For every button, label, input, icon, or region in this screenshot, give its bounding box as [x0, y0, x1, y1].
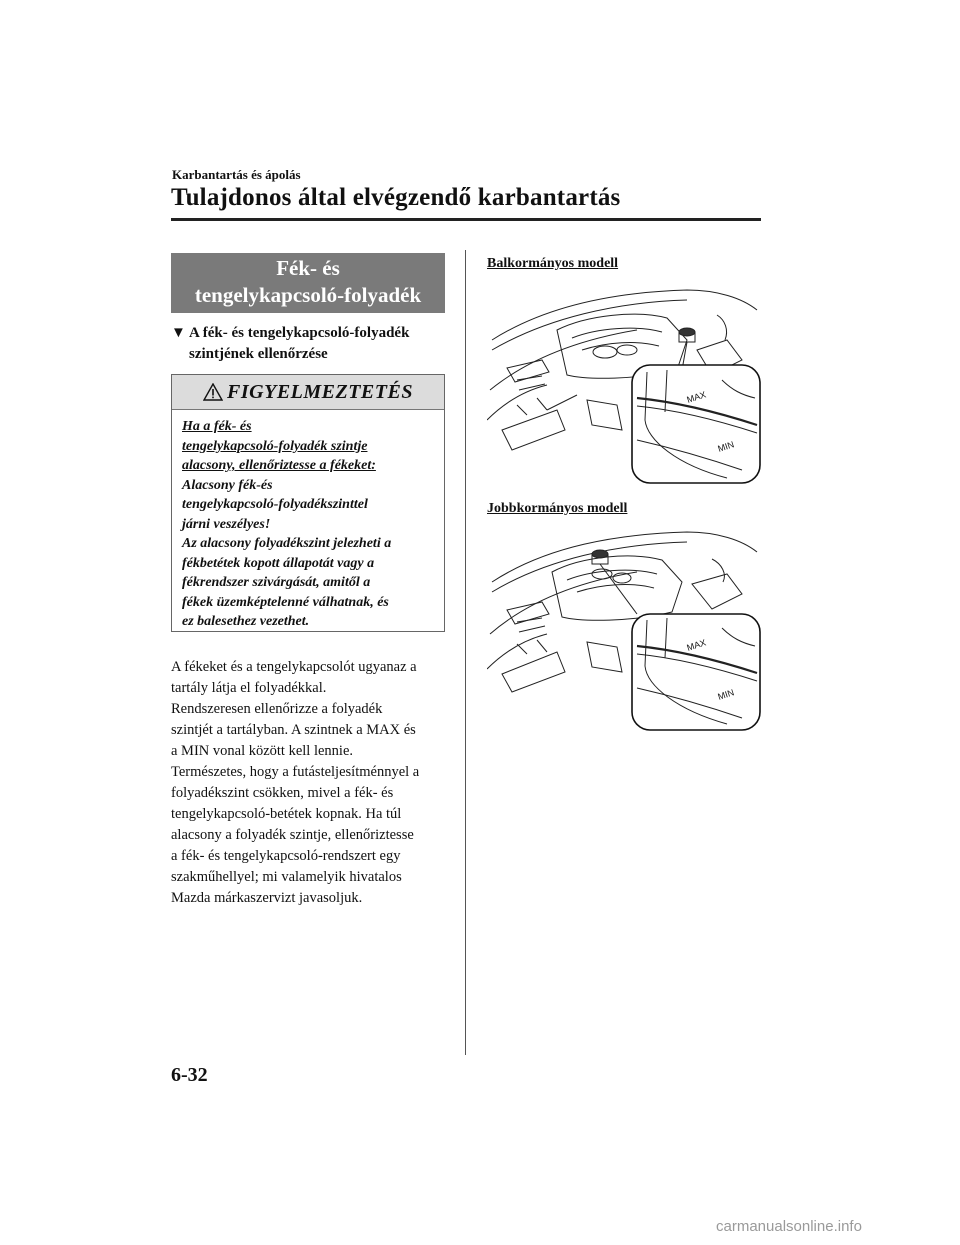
warning-body-line: Alacsony fék-és — [182, 477, 273, 493]
section-label: Karbantartás és ápolás — [172, 167, 301, 182]
section-banner — [171, 253, 445, 313]
warning-body-line: fékek üzemképtelenné válhatnak, és — [182, 594, 389, 610]
warning-box — [171, 374, 445, 632]
page-title: Tulajdonos által elvégzendő karbantartás — [171, 184, 621, 211]
body-line: szakműhellyel; mi valamelyik hivatalos — [171, 869, 402, 885]
body-line: tartály látja el folyadékkal. — [171, 680, 327, 696]
warning-body-line: járni veszélyes! — [182, 516, 271, 532]
page-number: 6-32 — [171, 1064, 208, 1086]
body-line: Természetes, hogy a futásteljesítménnyel a — [171, 764, 420, 780]
warning-body-line: tengelykapcsoló-folyadékszinttel — [182, 497, 368, 512]
body-line: A fékeket és a tengelykapcsolót ugyanaz a — [171, 659, 417, 675]
body-line: alacsony a folyadék szintje, ellenőriztesse — [171, 827, 414, 843]
body-line: a MIN vonal között kell lennie. — [171, 743, 354, 759]
warning-header — [172, 375, 444, 410]
triangle-bullet-icon: ▼ — [171, 325, 186, 341]
body-line: tengelykapcsoló-betétek kopnak. Ha túl — [171, 806, 402, 822]
subheading-line-1: A fék- és tengelykapcsoló-folyadék — [189, 325, 410, 341]
body-line: Mazda márkaszervizt javasoljuk. — [171, 890, 363, 906]
body-paragraph — [171, 657, 453, 909]
engine-bay-illustration-rhd — [487, 524, 762, 734]
warning-lead-line: tengelykapcsoló-folyadék szintje — [182, 438, 368, 454]
watermark: carmanualsonline.info — [716, 1218, 862, 1235]
warning-body-line: Az alacsony folyadékszint jelezheti a — [182, 536, 392, 551]
warning-body-line: fékrendszer szivárgását, amitől a — [182, 575, 371, 590]
min-mark-label: MIN — [716, 687, 736, 702]
warning-lead-line: Ha a fék- és — [182, 419, 252, 434]
warning-triangle-icon — [203, 383, 223, 401]
max-mark-label: MAX — [685, 389, 708, 405]
warning-body-line: ez balesethez vezethet. — [182, 614, 310, 629]
body-line: szintjét a tartályban. A szintnek a MAX és — [171, 722, 416, 738]
warning-body — [182, 417, 440, 632]
warning-title: FIGYELMEZTETÉS — [227, 380, 413, 403]
subheading — [171, 323, 451, 365]
column-divider — [465, 250, 466, 1055]
figure-caption-rhd: Jobbkormányos modell — [487, 501, 628, 516]
figure-caption-lhd: Balkormányos modell — [487, 256, 619, 271]
warning-lead-line: alacsony, ellenőriztesse a fékeket: — [182, 458, 376, 473]
warning-body-line: fékbetétek kopott állapotát vagy a — [182, 555, 375, 571]
banner-line-1: Fék- és — [276, 256, 340, 280]
max-mark-label: MAX — [685, 637, 708, 653]
min-mark-label: MIN — [716, 439, 736, 454]
body-line: folyadékszint csökken, mivel a fék- és — [171, 785, 394, 801]
body-line: Rendszeresen ellenőrizze a folyadék — [171, 701, 383, 717]
engine-bay-illustration-lhd — [487, 280, 762, 485]
subheading-line-2: szintjének ellenőrzése — [189, 346, 328, 362]
banner-line-2: tengelykapcsoló-folyadék — [194, 283, 422, 307]
body-line: a fék- és tengelykapcsoló-rendszert egy — [171, 848, 401, 864]
title-rule — [171, 218, 761, 221]
